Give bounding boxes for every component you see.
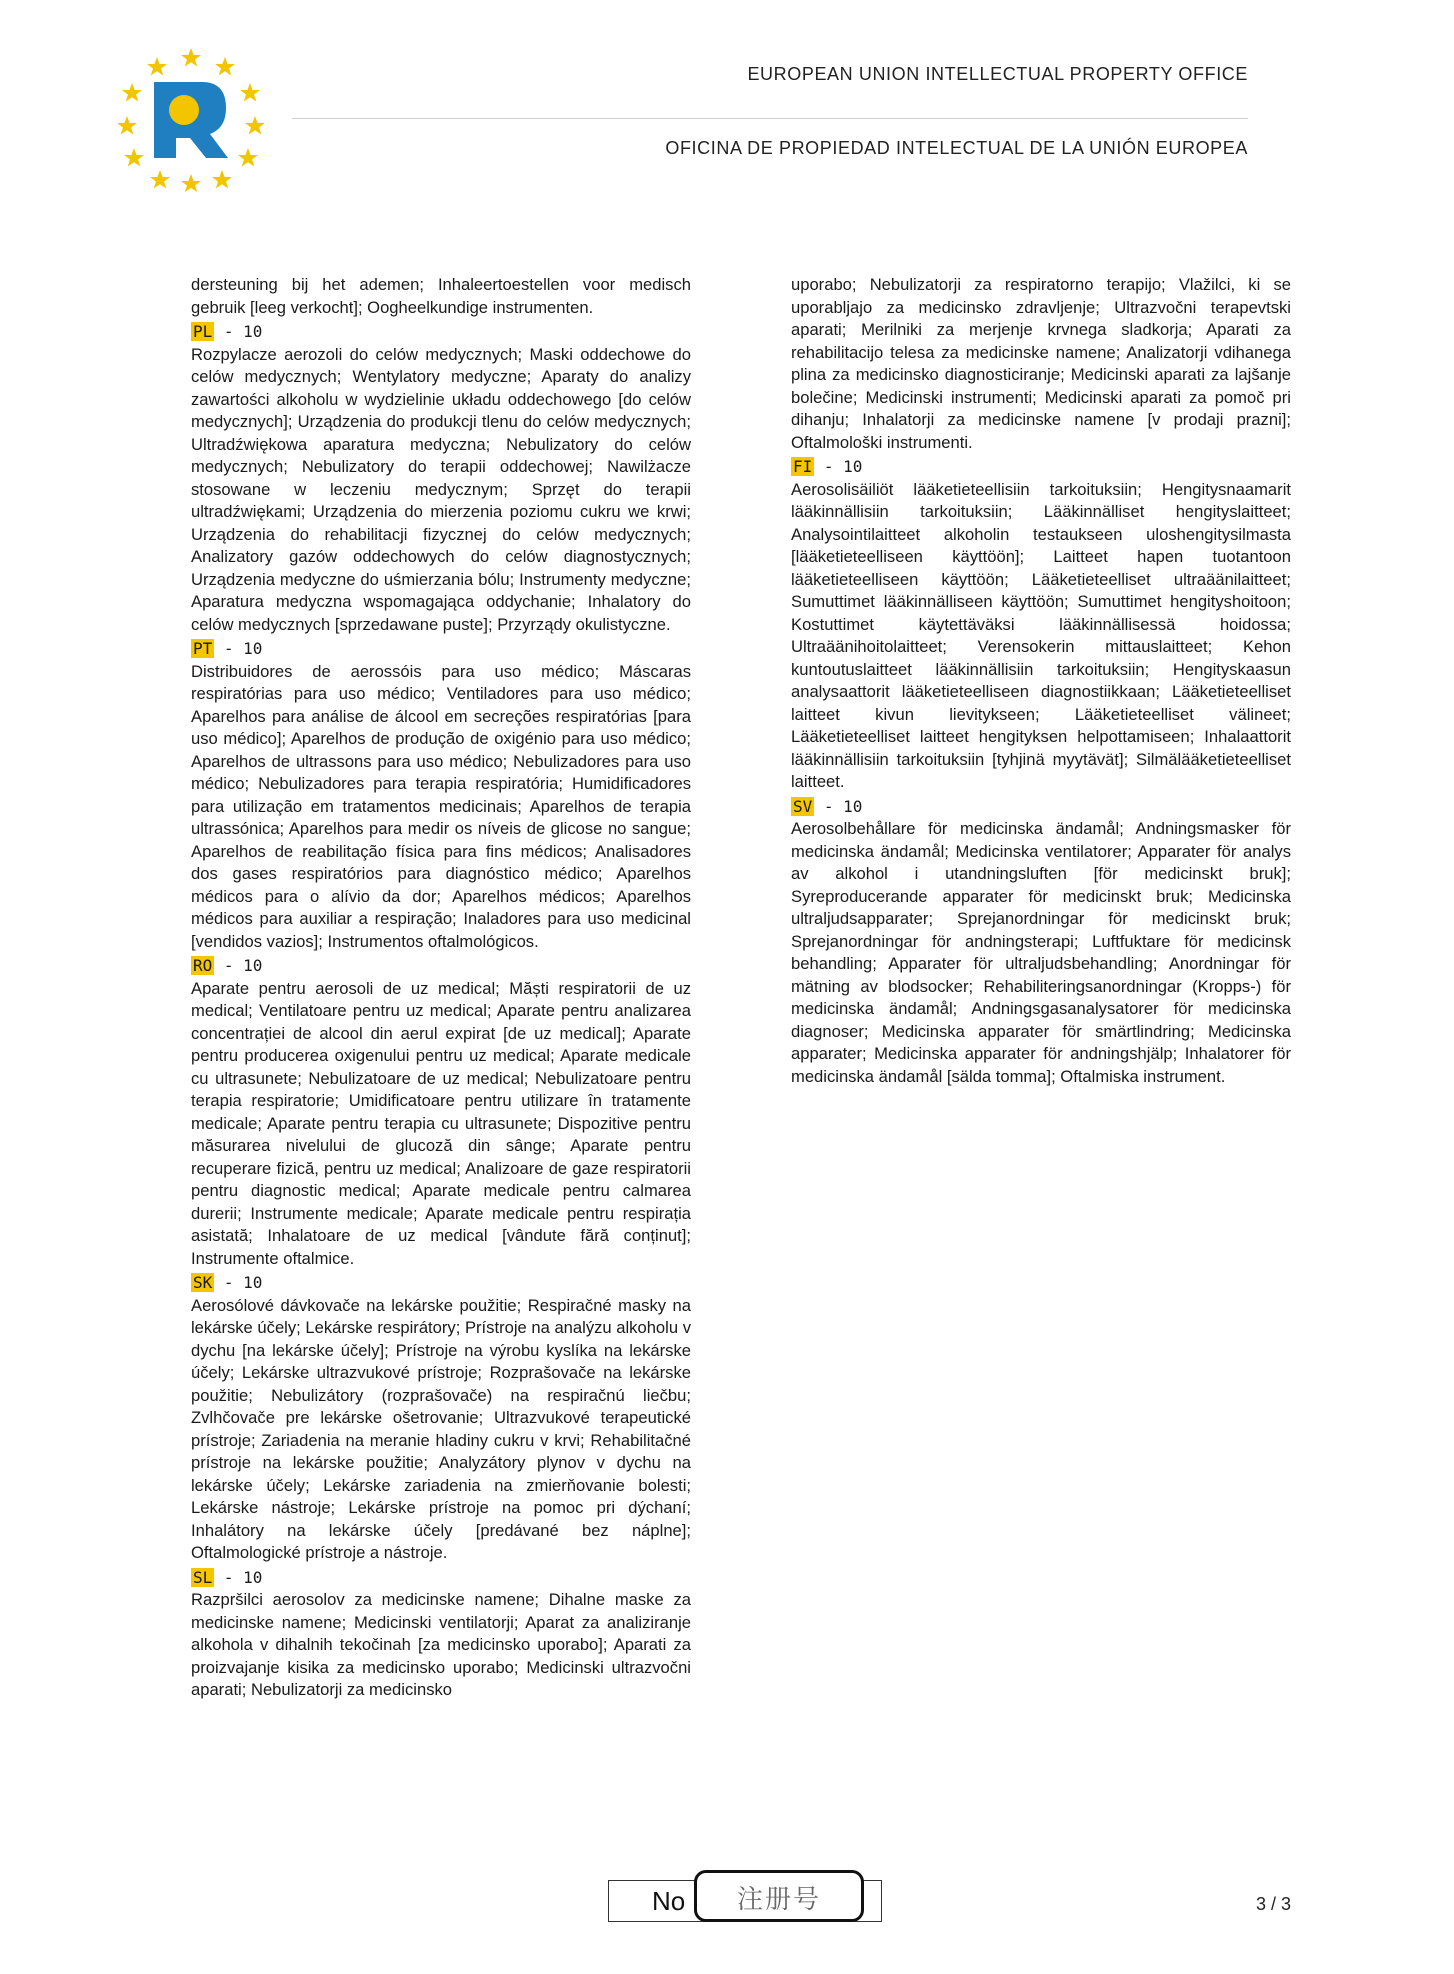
language-heading xyxy=(191,1272,691,1295)
language-heading xyxy=(791,796,1291,819)
class-number: - 10 xyxy=(214,1567,263,1587)
right-column xyxy=(791,274,1291,1088)
language-code: PL xyxy=(193,322,213,341)
language-entry-pt xyxy=(191,638,691,953)
language-entry-sk xyxy=(191,1272,691,1565)
language-entry-ro xyxy=(191,955,691,1270)
left-column xyxy=(191,274,691,1702)
goods-list: Rozpylacze aerozoli do celów medycznych; Maski oddechowe do celów medycznych; Wentylatory medyczne; Aparaty do analizy zawartości alkoholu w wydzielinie układu oddechowego [do celów medycznych]; Urządzenia do produkcji tlenu do celów medycznych; Ultradźwiękowa aparatura medyczna; Nebulizatory do celów medycznych; Nebulizatory do terapii oddechowej; Nawilżacze stosowane w leczeniu medycznym; Sprzęt do terapii ultradźwiękami; Urządzenia do mierzenia poziomu cukru we krwi; Urządzenia do rehabilitacji fizycznej do celów medycznych; Analizatory gazów oddechowych do celów diagnostycznych; Urządzenia medyczne do uśmierzania bólu; Instrumenty medyczne; Aparatura medyczna wspomagająca oddychanie; Inhalatory do celów medycznych [sprzedawane puste]; Przyrządy okulistyczne. xyxy=(191,344,691,634)
language-code: RO xyxy=(193,956,213,975)
language-code: SV xyxy=(793,796,813,816)
class-number: - 10 xyxy=(814,796,863,816)
page-number: 3 / 3 xyxy=(1256,1894,1292,1914)
goods-list: Razpršilci aerosolov za medicinske namene; Dihalne maske za medicinske namene; Medicinski ventilatorji; Aparat za analiziranje alkohola v dihalnih tekočinah [za medicinsko uporabo]; Aparati za proizvajanje kisika za medicinsko uporabo; Medicinski ultrazvočni aparati; Nebulizatorji za medicinsko xyxy=(191,1590,691,1699)
language-code: PT xyxy=(193,639,213,658)
language-entry-fi xyxy=(791,456,1291,794)
goods-list: Aerosólové dávkovače na lekárske použitie; Respiračné masky na lekárske účely; Lekárske respirátory; Prístroje na analýzu alkoholu v dychu [na lekárske účely]; Prístroje na výrobu kyslíka na lekárske účely; Lekárske ultrazvukové prístroje; Rozprašovače na lekárske použitie; Nebulizátory (rozprašovače) na respiračnú liečbu; Zvlhčovače pre lekárske ošetrovanie; Ultrazvukové terapeutické prístroje; Zariadenia na meranie hladiny cukru v krvi; Rehabilitačné prístroje na lekárske použitie; Analyzátory plynov v dychu na lekárske účely; Lekárske zariadenia na zmierňovanie bolesti; Lekárske nástroje; Lekárske prístroje na pomoc pri dýchaní; Inhalátory na lekárske účely [predávané bez náplne]; Oftalmologické prístroje a nástroje. xyxy=(191,1295,691,1562)
registration-number-stamp xyxy=(694,1870,864,1922)
registration-no-label: No xyxy=(652,1886,686,1916)
office-name-en: EUROPEAN UNION INTELLECTUAL PROPERTY OFFICE xyxy=(747,64,1248,84)
class-number: - 10 xyxy=(214,956,263,975)
language-heading xyxy=(791,456,1291,479)
goods-list: Aparate pentru aerosoli de uz medical; Măști respiratorii de uz medical; Ventilatoare pentru uz medical; Aparate pentru analizarea concentrației de alcool din aerul expirat [de uz medical]; Aparate pentru producerea oxigenului pentru uz medical; Aparate medicale cu ultrasunete; Nebulizatoare de uz medical; Nebulizatoare pentru terapia respiratorie; Umidificatoare pentru utilizare în tratamente medicale; Aparate pentru terapia cu ultrasunete; Dispozitive pentru măsurarea nivelului de glucoză din sânge; Aparate pentru recuperare fizică, pentru uz medical; Analizoare de gaze respiratorii pentru diagnostic medical; Aparate medicale pentru calmarea durerii; Instrumente medicale; Aparate medicale pentru respirația asistată; Inhalatoare de uz medical [vândute fără conținut]; Instrumente oftalmice. xyxy=(191,978,691,1268)
language-heading xyxy=(191,321,691,344)
class-number: - 10 xyxy=(814,457,863,476)
continued-text: dersteuning bij het ademen; Inhaleertoestellen voor medisch gebruik [leeg verkocht]; Oogheelkundige instrumenten. xyxy=(191,275,691,317)
r-mark-icon xyxy=(154,82,228,158)
euipo-logo xyxy=(118,46,264,192)
language-heading xyxy=(191,638,691,661)
header-divider xyxy=(292,118,1248,119)
language-entry-pl xyxy=(191,321,691,636)
class-number: - 10 xyxy=(214,1273,263,1292)
class-number: - 10 xyxy=(214,639,263,658)
continued-text: uporabo; Nebulizatorji za respiratorno terapijo; Vlažilci, ki se uporabljajo za medicinsko zdravljenje; Ultrazvočni terapevtski aparati; Merilniki za merjenje krvnega sladkorja; Aparati za rehabilitacijo telesa za medicinske namene; Analizatorji vdihanega plina za medicinsko diagnosticiranje; Medicinski aparati za lajšanje bolečine; Medicinski instrumenti; Medicinski aparati za pomoč pri dihanju; Inhalatorji za medicinske namene [v prodaji prazni]; Oftalmološki instrumenti. xyxy=(791,275,1291,452)
stamp-text: 注册号 xyxy=(736,1885,821,1915)
language-entry-sv xyxy=(791,796,1291,1089)
language-code: SL xyxy=(193,1567,213,1587)
language-entry-sl xyxy=(191,1567,691,1702)
language-code: SK xyxy=(193,1273,213,1292)
goods-list: Distribuidores de aerossóis para uso médico; Máscaras respiratórias para uso médico; Ventiladores para uso médico; Aparelhos para análise de álcool em secreções respiratórias [para uso médico]; Aparelhos de produção de oxigénio para uso médico; Aparelhos de ultrassons para uso médico; Nebulizadores para uso médico; Nebulizadores para terapia respiratória; Humidificadores para utilização em tratamentos medicinais; Aparelhos de terapia ultrassónica; Aparelhos para medir os níveis de glicose no sangue; Aparelhos de reabilitação física para fins médicos; Analisadores dos gases respiratórios para diagnóstico médico; Aparelhos médicos para o alívio da dor; Aparelhos médicos; Aparelhos médicos para auxiliar a respiração; Inaladores para uso medicinal [vendidos vazios]; Instrumentos oftalmológicos. xyxy=(191,661,691,951)
goods-list: Aerosolisäiliöt lääketieteellisiin tarkoituksiin; Hengitysnaamarit lääkinnällisiin tarkoituksiin; Lääkinnälliset hengityslaitteet; Analysointilaitteet alkoholin testaukseen uloshengitysilmasta [lääketieteelliseen käyttöön]; Laitteet hapen tuotantoon lääketieteelliseen käyttöön; Lääketieteelliset ultraäänilaitteet; Sumuttimet lääkinnälliseen käyttöön; Sumuttimet hengityshoitoon; Kostuttimet käytettäväksi lääkinnällisessä hoidossa; Ultraäänihoitolaitteet; Verensokerin mittauslaitteet; Kehon kuntoutuslaitteet lääkinnällisiin tarkoituksiin; Hengityskaasun analysaattorit lääketieteelliseen diagnostiikkaan; Lääketieteelliset laitteet kivun lievitykseen; Lääketieteelliset välineet; Lääketieteelliset laitteet hengityksen helpottamiseen; Inhalaattorit lääkinnällisiin tarkoituksiin [tyhjinä myytävät]; Silmälääketieteelliset laitteet. xyxy=(791,479,1291,791)
language-code: FI xyxy=(793,457,813,476)
class-number: - 10 xyxy=(214,322,263,341)
goods-list: Aerosolbehållare för medicinska ändamål; Andningsmasker för medicinska ändamål; Medicinska ventilatorer; Apparater för analys av alkohol i utandningsluften [för medicinskt bruk]; Syreproducerande apparater för medicinskt bruk; Medicinska ultraljudsapparater; Sprejanordningar för medicinskt bruk; Sprejanordningar för andningsterapi; Luftfuktare för medicinsk behandling; Apparater för ultraljudsbehandling; Anordningar för mätning av blodsocker; Rehabiliteringsanordningar (Kropps-) för medicinska ändamål; Andningsgasanalysatorer för medicinska diagnoser; Medicinska apparater för smärtlindring; Medicinska apparater; Medicinska apparater för andningshjälp; Inhalatorer för medicinska ändamål [sälda tomma]; Oftalmiska instrument. xyxy=(791,819,1291,1086)
language-heading xyxy=(191,1567,691,1590)
language-heading xyxy=(191,955,691,978)
office-name-es: OFICINA DE PROPIEDAD INTELECTUAL DE LA UNIÓN EUROPEA xyxy=(665,138,1248,158)
